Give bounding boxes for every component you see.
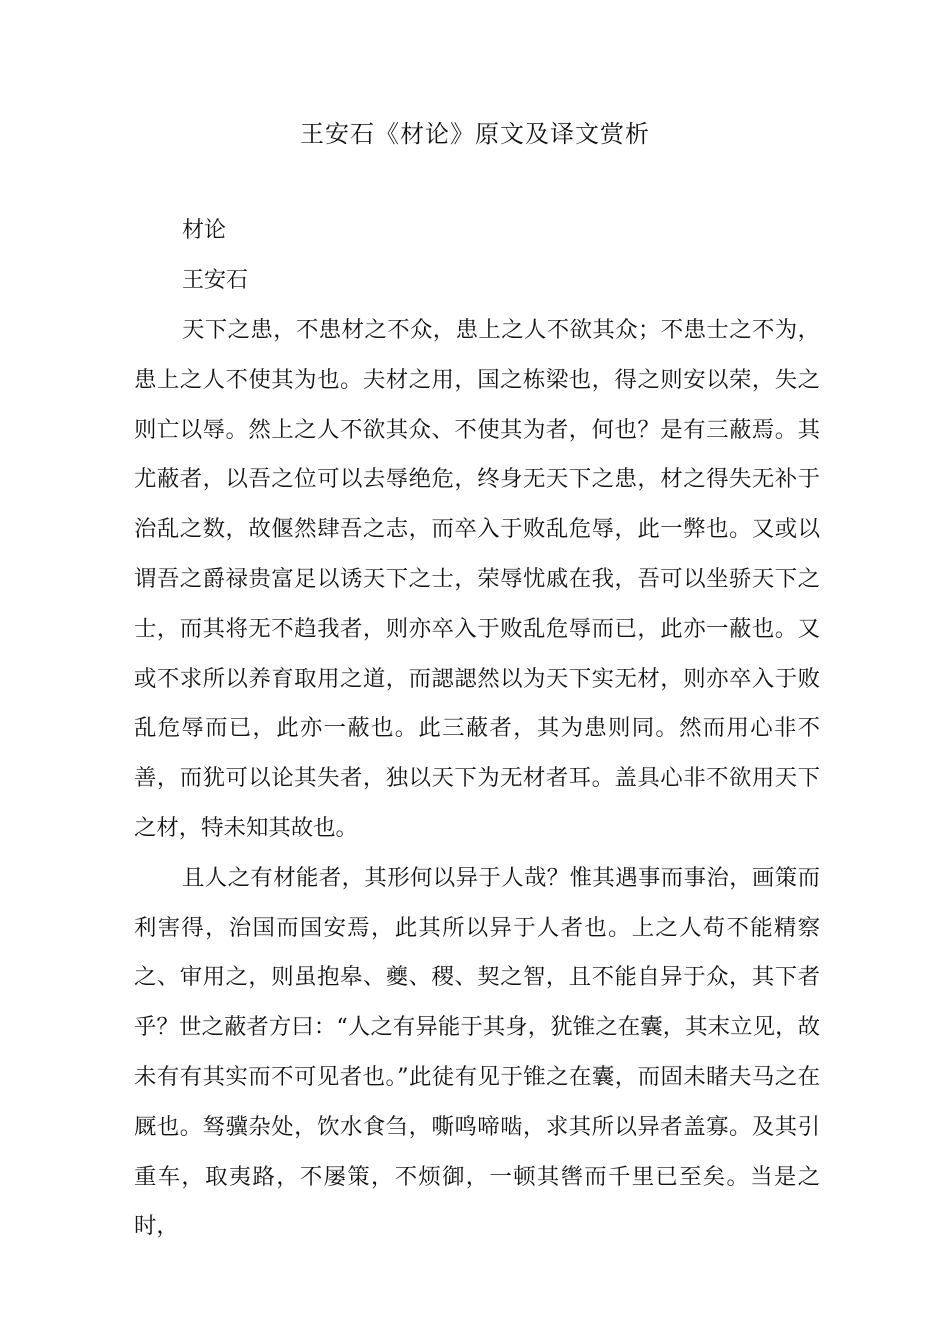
paragraph-1: 天下之患，不患材之不众，患上之人不欲其众；不患士之不为，患上之人不使其为也。夫材之用，国之栋梁也，得之则安以荣，失之则亡以辱。然上之人不欲其众、不使其为者，何也？是有三蔽焉。其尤蔽者，以吾之位可以去辱绝危，终身无天下之患，材之得失无补于治乱之数，故偃然肆吾之志，而卒入于败乱危辱，此一弊也。又或以谓吾之爵禄贵富足以诱天下之士，荣辱忧戚在我，吾可以坐骄天下之士，而其将无不趋我者，则亦卒入于败乱危辱而已，此亦一蔽也。又或不求所以养育取用之道，而諰諰然以为天下实无材，则亦卒入于败乱危辱而已，此亦一蔽也。此三蔽者，其为患则同。然而用心非不善，而犹可以论其失者，独以天下为无材者耳。盖具心非不欲用天下之材，特未知其故也。 [134, 317, 820, 841]
document-body [134, 206, 820, 1252]
paragraph-2: 且人之有材能者，其形何以异于人哉？惟其遇事而事治，画策而利害得，治国而国安焉，此其所以异于人者也。上之人苟不能精察之、审用之，则虽抱皋、夔、稷、契之智，且不能自异于众，其下者乎？世之蔽者方曰：“人之有异能于其身，犹锥之在囊，其末立见，故未有有其实而不可见者也。”此徒有见于锥之在囊，而固未睹夫马之在厩也。驽骥杂处，饮水食刍，嘶鸣啼啮，求其所以异者盖寡。及其引重车，取夷路，不屡策，不烦御，一顿其辔而千里已至矣。当是之时， [134, 864, 820, 1240]
essay-author: 王安石 [182, 268, 249, 293]
document-title: 王安石《材论》原文及译文赏析 [300, 120, 650, 148]
essay-heading: 材论 [182, 218, 227, 243]
